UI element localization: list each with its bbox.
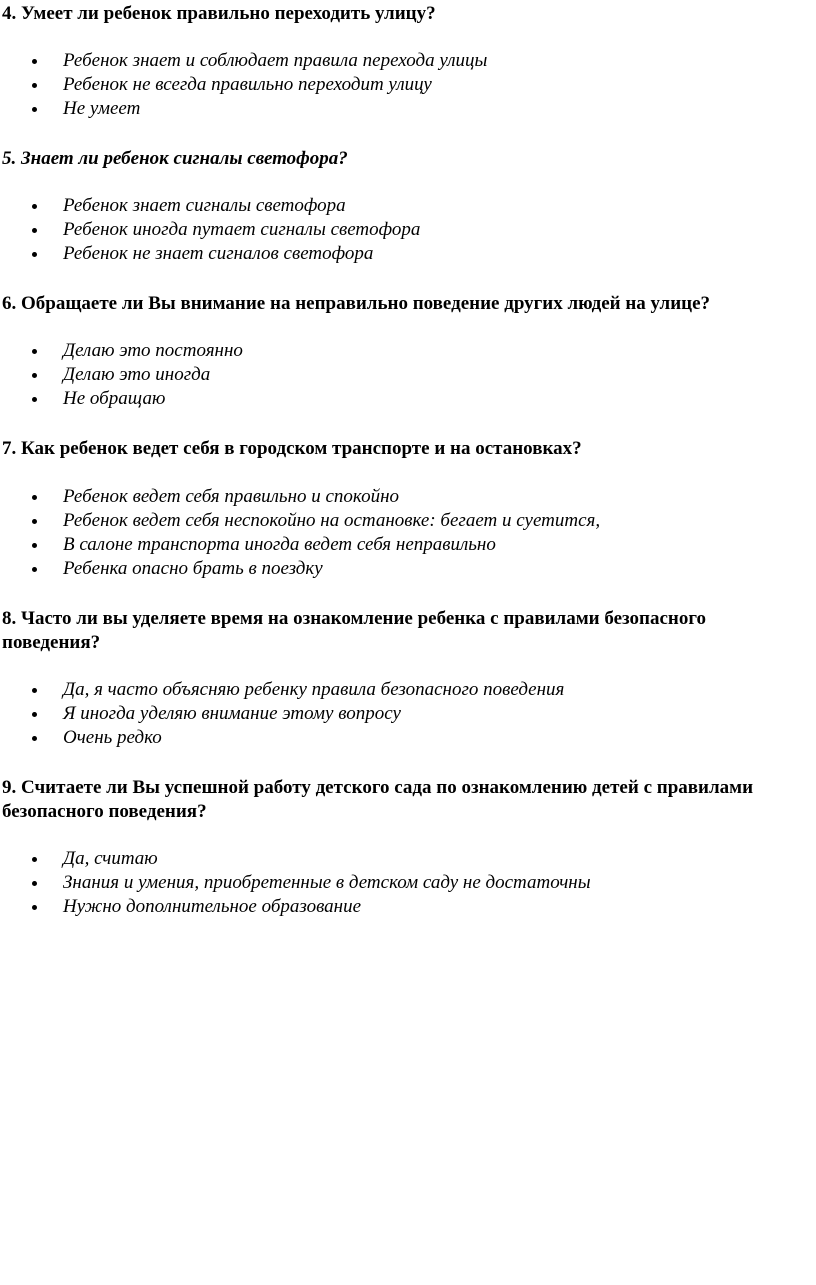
option-text: Да, я часто объясняю ребенку правила безопасного поведения [63,679,565,700]
bullet-icon [32,567,37,572]
option-text: Ребенка опасно брать в поездку [63,558,323,579]
bullet-icon [32,543,37,548]
question-6-options [0,339,800,411]
question-4-options [0,49,800,121]
list-item [0,73,800,97]
bullet-icon [32,59,37,64]
option-text: Ребенок не всегда правильно переходит улицу [63,74,432,95]
list-item [0,509,800,533]
bullet-icon [32,252,37,257]
question-6-title: 6. Обращаете ли Вы внимание на неправильно поведение других людей на улице? [2,293,711,314]
bullet-icon [32,712,37,717]
bullet-icon [32,736,37,741]
question-9-options [0,847,800,919]
question-8-title: 8. Часто ли вы уделяете время на ознакомление ребенка с правилами безопасного поведения? [2,608,707,653]
option-text: Ребенок ведет себя правильно и спокойно [63,486,400,507]
bullet-icon [32,495,37,500]
question-7-title: 7. Как ребенок ведет себя в городском транспорте и на остановках? [2,438,582,459]
bullet-icon [32,905,37,910]
question-5-title: 5. Знает ли ребенок сигналы светофора? [2,148,348,169]
list-item [0,363,800,387]
list-item [0,557,800,581]
bullet-icon [32,349,37,354]
list-item [0,871,800,895]
bullet-icon [32,688,37,693]
option-text: В салоне транспорта иногда ведет себя неправильно [63,534,496,555]
option-text: Да, считаю [63,848,158,869]
bullet-icon [32,373,37,378]
option-text: Делаю это иногда [63,364,211,385]
bullet-icon [32,83,37,88]
option-text: Ребенок знает сигналы светофора [63,195,346,216]
question-9-title: 9. Считаете ли Вы успешной работу детского сада по ознакомлению детей с правилами безопасного поведения? [2,777,754,822]
option-text: Не умеет [63,98,141,119]
list-item [0,533,800,557]
bullet-icon [32,857,37,862]
bullet-icon [32,204,37,209]
list-item [0,485,800,509]
list-item [0,49,800,73]
list-item [0,702,800,726]
question-4-title: 4. Умеет ли ребенок правильно переходить улицу? [2,3,436,24]
list-item [0,242,800,266]
list-item [0,387,800,411]
list-item [0,678,800,702]
bullet-icon [32,107,37,112]
list-item [0,895,800,919]
question-8-options [0,678,800,750]
bullet-icon [32,519,37,524]
list-item [0,339,800,363]
list-item [0,847,800,871]
question-5-options [0,194,800,266]
option-text: Я иногда уделяю внимание этому вопросу [63,703,401,724]
option-text: Ребенок знает и соблюдает правила перехода улицы [63,50,488,71]
list-item [0,726,800,750]
list-item [0,194,800,218]
option-text: Не обращаю [63,388,166,409]
option-text: Нужно дополнительное образование [63,896,362,917]
question-7-options [0,485,800,581]
option-text: Очень редко [63,727,162,748]
bullet-icon [32,397,37,402]
option-text: Ребенок не знает сигналов светофора [63,243,374,264]
option-text: Знания и умения, приобретенные в детском саду не достаточны [63,872,591,893]
bullet-icon [32,881,37,886]
option-text: Делаю это постоянно [63,340,243,361]
option-text: Ребенок ведет себя неспокойно на остановке: бегает и суетится, [63,510,601,531]
bullet-icon [32,228,37,233]
list-item [0,218,800,242]
option-text: Ребенок иногда путает сигналы светофора [63,219,421,240]
list-item [0,97,800,121]
